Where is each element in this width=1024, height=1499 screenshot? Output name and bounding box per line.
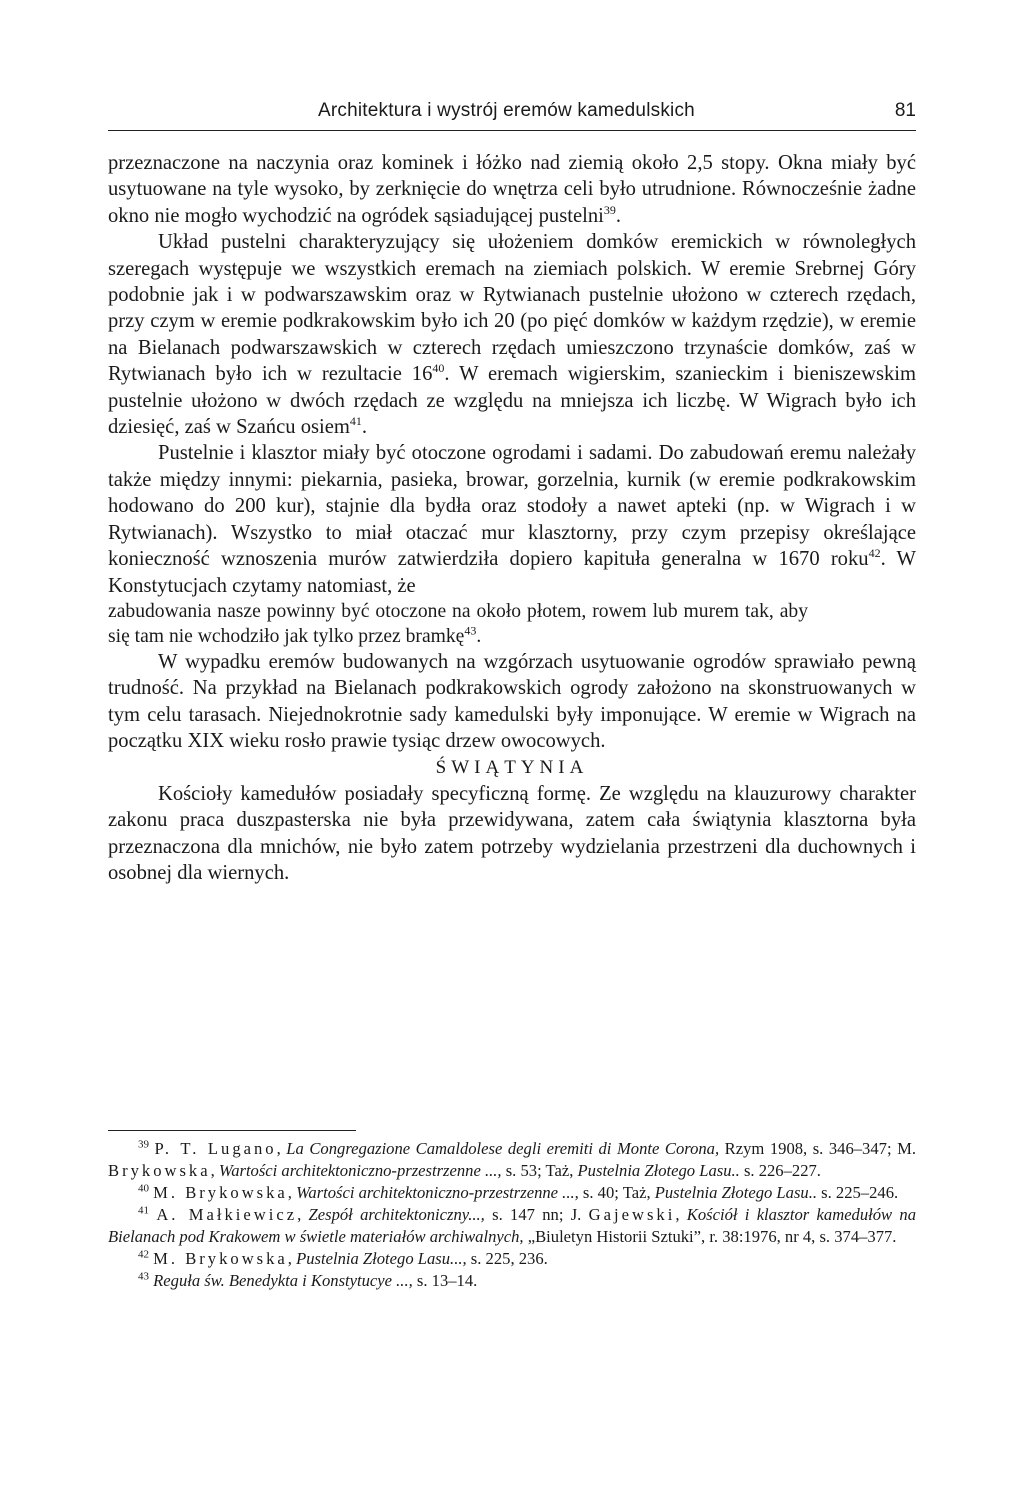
page-number: 81: [894, 100, 916, 121]
running-title: Architektura i wystrój eremów kamedulskich: [318, 100, 695, 121]
footnotes: [108, 1138, 916, 1292]
section-heading: ŚWIĄTYNIA: [435, 756, 589, 778]
paragraph-4: W wypadku eremów budowanych na wzgórzach usytuowanie ogrodów sprawiało pewną trudność. Na przykład na Bielanach podkrakowskich ogrody założono na skonstruowanych w tym celu tarasach. Niejednokrotnie sady kamedulski były imponujące. W eremie w Wigrach na początku XIX wieku rosło prawie tysiąc drzew owocowych.: [108, 650, 916, 753]
paragraph-5: Kościoły kamedułów posiadały specyficzną formę. Ze względu na klauzurowy charakter zakonu praca duszpasterska nie była przewidywana, zatem cała świątynia klasztorna była przeznaczona dla mnichów, nie było zatem potrzeby wydzielania przestrzeni dla duchownych i osobnej dla wiernych.: [108, 782, 916, 885]
block-quote: zabudowania nasze powinny być otoczone na około płotem, rowem lub murem tak, aby się tam nie wchodziło jak tylko przez bramkę$^{43}$.: [108, 600, 808, 647]
footnote-ref-42: 42: [868, 546, 881, 561]
footnote-40: $^{40}$ M. Brykowska, Wartości architektoniczno-przestrzenne ..., s. 40; Taż, Pustelnia Złotego Lasu.. s. 225–246.: [138, 1182, 899, 1202]
footnote-43: $^{43}$ Reguła św. Benedykta i Konstytucye ..., s. 13–14.: [138, 1270, 478, 1290]
footnote-ref-40: 40: [432, 361, 445, 376]
footnote-42: $^{42}$ M. Brykowska, Pustelnia Złotego Lasu..., s. 225, 236.: [138, 1248, 548, 1268]
main-text: [108, 150, 916, 887]
footnote-ref-41: 41: [349, 414, 362, 429]
paragraph-3: Pustelnie i klasztor miały być otoczone ogrodami i sadami. Do zabudowań eremu należały także między innymi: piekarnia, pasieka, browar, gorzelnia, kurnik (w eremie podkrakowskim hodowano do 200 kur), stajnie dla bydła oraz stodoły a nawet apteki (np. w Wigrach i w Rytwianach). Wszystko to miał otaczać mur klasztorny, przy czym przepisy określające konieczność wznoszenia murów zatwierdziła dopiero kapituła generalna w 1670 roku$^{42}$. W Konstytucjach czytamy natomiast, że: [108, 442, 916, 597]
footnote-41: $^{41}$ A. Małkiewicz, Zespół architektoniczny..., s. 147 nn; J. Gajewski, Kościół i klasztor kamedułów na Bielanach pod Krakowem w świetle materiałów archiwalnych, „Biuletyn Historii Sztuki”, r. 38:1976, nr 4, s. 374–377.: [108, 1204, 917, 1246]
page-header: [108, 100, 916, 131]
footnote-ref-43: 43: [464, 623, 477, 638]
paragraph-2: Układ pustelni charakteryzujący się ułożeniem domków eremickich w równoległych szeregach występuje we wszystkich eremach na ziemiach polskich. W eremie Srebrnej Góry podobnie jak i w podwarszawskim oraz w Rytwianach pustelnie ułożono w czterech rzędach, przy czym w eremie podkrakowskim było ich 20 (po pięć domków w każdym rzędzie), w eremie na Bielanach podwarszawskich w czterech rzędach umieszczono trzynaście domków, zaś w Rytwianach było ich w rezultacie $16^{40}$. W eremach wigierskim, szanieckim i bieniszewskim pustelnie ułożono w dwóch rzędach ze względu na mniejsza ich liczbę. W Wigrach było ich dziesięć, zaś w Szańcu osiem$^{41}$.: [108, 231, 916, 439]
footnote-rule: [108, 1130, 356, 1131]
paragraph-1: przeznaczone na naczynia oraz kominek i łóżko nad ziemią około 2,5 stopy. Okna miały być usytuowane na tyle wysoko, by zerknięcie do wnętrza celi było utrudnione. Równocześnie żadne okno nie mogło wychodzić na ogródek sąsiadującej pustelni$^{39}$.: [108, 152, 916, 227]
footnote-39: $^{39}$ P. T. Lugano, La Congregazione Camaldolese degli eremiti di Monte Corona, Rzym 1908, s. 346–347; M. Brykowska, Wartości architektoniczno-przestrzenne ..., s. 53; Taż, Pustelnia Złotego Lasu.. s. 226–227.: [108, 1138, 917, 1180]
footnote-ref-39: 39: [603, 202, 616, 217]
